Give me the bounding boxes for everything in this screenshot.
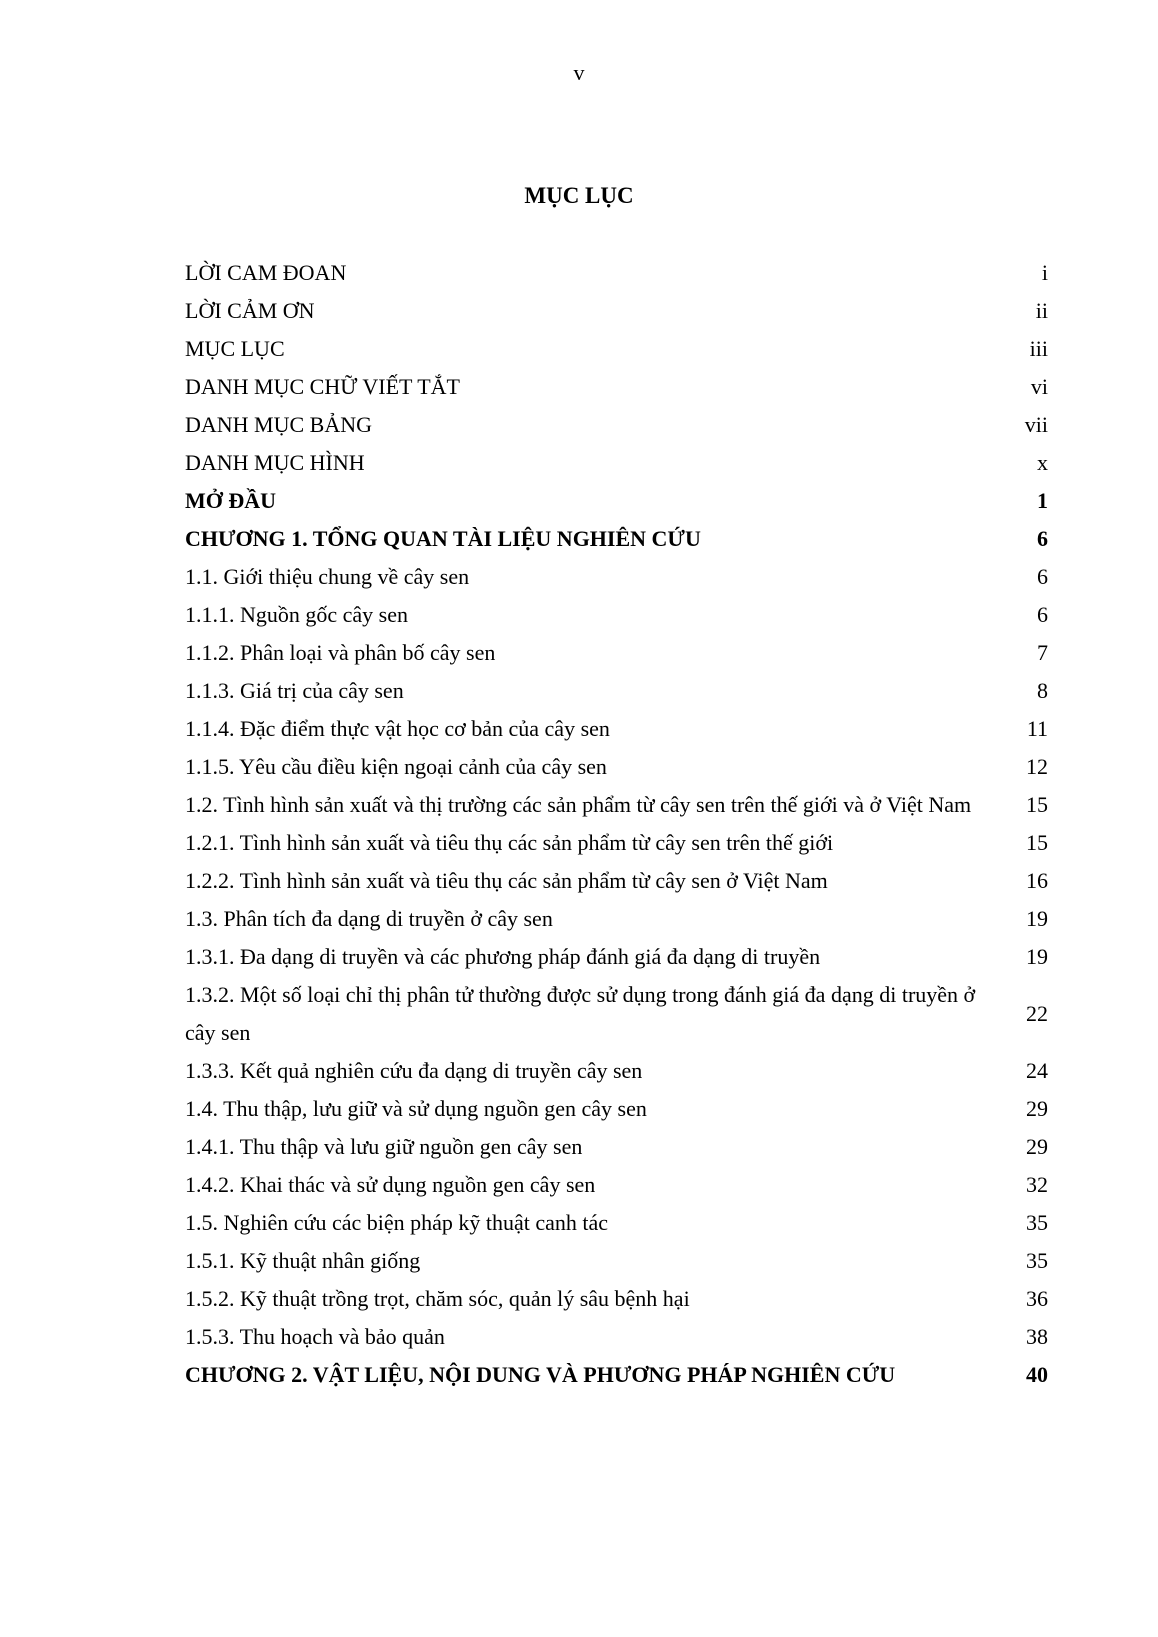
toc-entry <box>185 824 1048 862</box>
toc-entry <box>185 596 1048 634</box>
page-number: v <box>573 60 585 85</box>
toc-entry-label: MỞ ĐẦU <box>185 488 277 513</box>
toc-entry-label: 1.4.2. Khai thác và sử dụng nguồn gen cây sen <box>185 1172 596 1197</box>
toc-entry <box>185 938 1048 976</box>
toc-entry-page-number: 38 <box>1026 1324 1048 1349</box>
toc-entry <box>185 330 1048 368</box>
toc-entry <box>185 482 1048 520</box>
toc-entry-label: 1.2. Tình hình sản xuất và thị trường các sản phẩm từ cây sen trên thế giới và ở Việt Nam <box>185 792 972 817</box>
toc-entry-label: 1.1.1. Nguồn gốc cây sen <box>185 602 409 627</box>
toc-entry-page-number: 22 <box>1026 1001 1048 1026</box>
toc-entry-label: CHƯƠNG 1. TỔNG QUAN TÀI LIỆU NGHIÊN CỨU <box>185 526 701 551</box>
toc-entry <box>185 254 1048 292</box>
toc-entry-label: 1.4. Thu thập, lưu giữ và sử dụng nguồn gen cây sen <box>185 1096 647 1121</box>
toc-entry-label: CHƯƠNG 2. VẬT LIỆU, NỘI DUNG VÀ PHƯƠNG PHÁP NGHIÊN CỨU <box>185 1362 896 1387</box>
toc-entry-page-number: i <box>1041 260 1048 285</box>
toc-entry-page-number: iii <box>1029 336 1048 361</box>
toc-entry-label: LỜI CAM ĐOAN <box>185 260 347 285</box>
table-of-contents <box>185 254 1048 1394</box>
toc-entry-page-number: 36 <box>1026 1286 1048 1311</box>
toc-entry <box>185 862 1048 900</box>
toc-entry-page-number: 6 <box>1037 602 1048 627</box>
toc-entry <box>185 1356 1048 1394</box>
toc-entry-label: 1.5.1. Kỹ thuật nhân giống <box>185 1248 421 1273</box>
toc-entry <box>185 786 1048 824</box>
toc-entry-label: 1.5.3. Thu hoạch và bảo quản <box>185 1324 445 1349</box>
toc-entry-page-number: 6 <box>1037 564 1048 589</box>
toc-entry-label: DANH MỤC CHỮ VIẾT TẮT <box>185 374 460 399</box>
toc-entry <box>185 1166 1048 1204</box>
toc-entry-page-number: 7 <box>1037 640 1048 665</box>
toc-entry <box>185 520 1048 558</box>
toc-entry <box>185 444 1048 482</box>
toc-entry-page-number: 12 <box>1026 754 1048 779</box>
toc-entry-label: 1.1.4. Đặc điểm thực vật học cơ bản của cây sen <box>185 716 610 741</box>
toc-entry-label: 1.1. Giới thiệu chung về cây sen <box>185 564 470 589</box>
toc-entry-page-number: ii <box>1035 298 1048 323</box>
toc-entry <box>185 748 1048 786</box>
toc-entry-page-number: vi <box>1030 374 1048 399</box>
toc-entry-label: LỜI CẢM ƠN <box>185 298 315 323</box>
toc-entry-page-number: 35 <box>1026 1248 1048 1273</box>
toc-entry-page-number: vii <box>1024 412 1048 437</box>
toc-entry <box>185 900 1048 938</box>
toc-entry <box>185 292 1048 330</box>
toc-entry-page-number: 15 <box>1026 830 1048 855</box>
toc-entry <box>185 976 1048 1052</box>
toc-entry-label: 1.3. Phân tích đa dạng di truyền ở cây sen <box>185 906 553 931</box>
toc-entry-label: DANH MỤC HÌNH <box>185 450 365 475</box>
toc-entry <box>185 406 1048 444</box>
toc-entry-page-number: 8 <box>1037 678 1048 703</box>
toc-entry-label: 1.1.2. Phân loại và phân bố cây sen <box>185 640 496 665</box>
toc-entry-label: 1.5.2. Kỹ thuật trồng trọt, chăm sóc, quản lý sâu bệnh hại <box>185 1286 690 1311</box>
toc-entry-page-number: 24 <box>1026 1058 1048 1083</box>
toc-entry-page-number: 16 <box>1026 868 1048 893</box>
toc-entry <box>185 1052 1048 1090</box>
toc-entry-page-number: 6 <box>1037 526 1048 551</box>
toc-entry-page-number: 29 <box>1026 1096 1048 1121</box>
toc-entry-label: DANH MỤC BẢNG <box>185 412 373 437</box>
toc-entry-label: 1.2.2. Tình hình sản xuất và tiêu thụ các sản phẩm từ cây sen ở Việt Nam <box>185 868 828 893</box>
page-title: MỤC LỤC <box>524 183 634 208</box>
toc-entry-label: 1.3.2. Một số loại chỉ thị phân tử thường được sử dụng trong đánh giá đa dạng di truyền ở cây sen <box>185 982 976 1045</box>
toc-entry <box>185 710 1048 748</box>
toc-entry-page-number: 32 <box>1026 1172 1048 1197</box>
toc-entry-label: 1.5. Nghiên cứu các biện pháp kỹ thuật canh tác <box>185 1210 609 1235</box>
toc-entry-label: 1.3.3. Kết quả nghiên cứu đa dạng di truyền cây sen <box>185 1058 643 1083</box>
toc-entry-page-number: 35 <box>1026 1210 1048 1235</box>
toc-entry-page-number: 19 <box>1026 944 1048 969</box>
toc-entry <box>185 1204 1048 1242</box>
toc-entry-page-number: 15 <box>1026 792 1048 817</box>
toc-entry-page-number: 29 <box>1026 1134 1048 1159</box>
toc-entry <box>185 1242 1048 1280</box>
toc-entry <box>185 1090 1048 1128</box>
toc-entry-label: 1.1.3. Giá trị của cây sen <box>185 678 404 703</box>
toc-entry-label: 1.3.1. Đa dạng di truyền và các phương pháp đánh giá đa dạng di truyền <box>185 944 821 969</box>
toc-entry-label: 1.2.1. Tình hình sản xuất và tiêu thụ các sản phẩm từ cây sen trên thế giới <box>185 830 834 855</box>
toc-entry <box>185 558 1048 596</box>
toc-entry <box>185 368 1048 406</box>
toc-entry <box>185 1318 1048 1356</box>
toc-entry-page-number: 19 <box>1026 906 1048 931</box>
toc-entry-page-number: 1 <box>1037 488 1048 513</box>
toc-entry-label: 1.4.1. Thu thập và lưu giữ nguồn gen cây sen <box>185 1134 583 1159</box>
toc-entry-page-number: 11 <box>1026 716 1048 741</box>
toc-entry <box>185 634 1048 672</box>
toc-entry-page-number: 40 <box>1026 1362 1048 1387</box>
toc-entry-page-number: x <box>1037 450 1048 475</box>
toc-entry <box>185 1128 1048 1166</box>
toc-entry <box>185 672 1048 710</box>
toc-entry <box>185 1280 1048 1318</box>
toc-entry-label: MỤC LỤC <box>185 336 285 361</box>
toc-entry-label: 1.1.5. Yêu cầu điều kiện ngoại cảnh của cây sen <box>185 754 607 779</box>
